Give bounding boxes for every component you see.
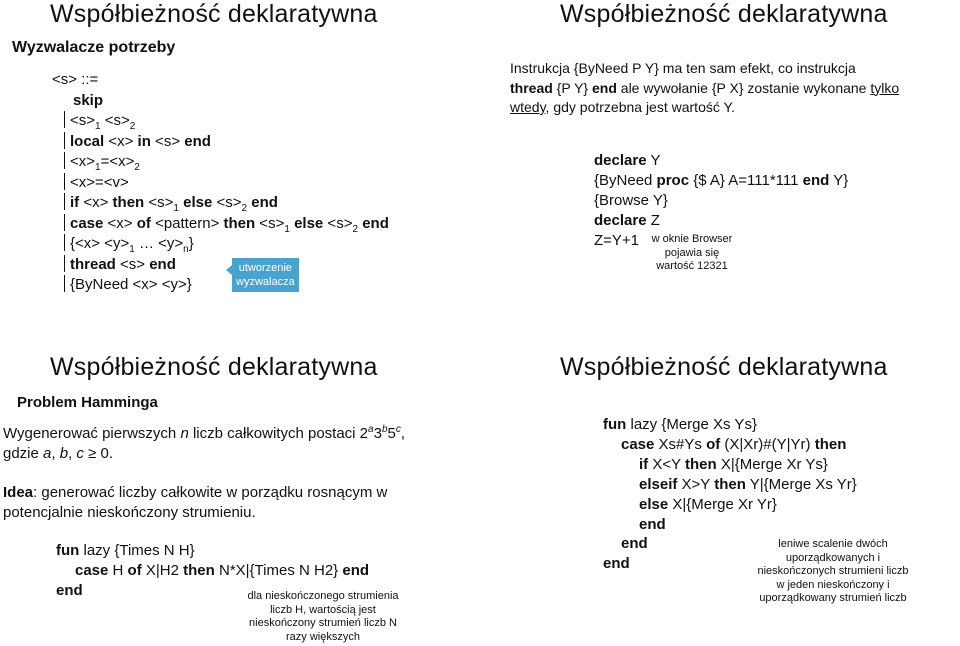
merge-note: leniwe scalenie dwóch uporządkowanych i nieskończonych strumieni liczb w jeden nieskończony i uporządkowany strumień liczb [757,538,909,604]
intro-line-1: Instrukcja {ByNeed P Y} ma ten sam efekt, co instrukcja [510,60,856,76]
code-line: else X|{Merge Xr Yr} [639,495,777,513]
grammar-if: if <x> then $<s>_1$ else $<s>_2$ end [52,193,389,214]
hamming-idea: Idea: generować liczby całkowite w porządku rosnącym w potencjalnie nieskończony strumieniu. [3,484,388,521]
grammar-assign-xx: $<x>_1=<x>_2$ [52,152,389,173]
slide1-title: Współbieżność deklaratywna [50,0,378,28]
slide3-title: Współbieżność deklaratywna [50,353,378,381]
grammar-head: <s> ::= [52,71,99,88]
code-line: fun lazy {Times N H} [56,542,195,559]
byneed-intro [510,59,899,118]
slide2-title: Współbieżność deklaratywna [560,0,888,28]
intro-line-2: thread {P Y} end ale wywołanie {P X} zostanie wykonane tylko [510,79,900,96]
grammar-local: local <x> in <s> end [52,132,389,153]
code-line: case H of X|H2 then N*X|{Times N H2} end [75,562,370,579]
code-line: end [56,582,83,599]
byneed-callout: utworzenie wyzwalacza [232,258,299,292]
grammar-thread: thread <s> end [52,255,389,276]
grammar-case: case <x> of <pattern> then $<s>_1$ else $<s>_2$ end [52,214,389,235]
code-line: {ByNeed proc {$ A} A=111*111 end Y} [594,172,849,189]
code-line: end [603,555,630,573]
hamming-problem: Wygenerować pierwszych n liczb całkowitych postaci 2$^a$3$^b$5$^c$, gdzie a, b, c ≥ 0. [3,424,406,462]
slide1-subtitle: Wyzwalacze potrzeby [12,39,176,56]
code-line: elseif X>Y then Y|{Merge Xs Yr} [639,475,857,493]
times-note: dla nieskończonego strumienia liczb H, wartością jest nieskończony strumień liczb N razy większych [247,590,399,643]
code-line: Z=Y+1 [594,232,640,249]
grammar-skip: skip [73,91,104,109]
code-line: case Xs#Ys of (X|Xr)#(Y|Yr) then [621,435,847,453]
code-line: {Browse Y} [594,192,668,209]
code-line: end [621,535,648,553]
intro-line-3: wtedy, gdy potrzebna jest wartość Y. [510,99,735,115]
code-line: end [639,515,666,533]
code-line: declare Z [594,212,660,229]
grammar-byneed: {ByNeed <x> <y>} [52,275,389,296]
grammar-block [52,70,389,296]
code-line: if X<Y then X|{Merge Xr Ys} [639,455,828,473]
grammar-call: {$<x> <y>_1$ … $<y>_n$} [52,234,389,255]
code-line: fun lazy {Merge Xs Ys} [603,416,757,433]
code-line: declare Y [594,152,661,169]
slide4-title: Współbieżność deklaratywna [560,353,888,381]
grammar-seq: $<s>_1 <s>_2$ [52,111,389,132]
browser-note: w oknie Browser pojawia się wartość 12321 [651,233,733,272]
slide3-subtitle: Problem Hamminga [17,394,158,411]
grammar-assign-xv: <x>=<v> [52,173,389,194]
